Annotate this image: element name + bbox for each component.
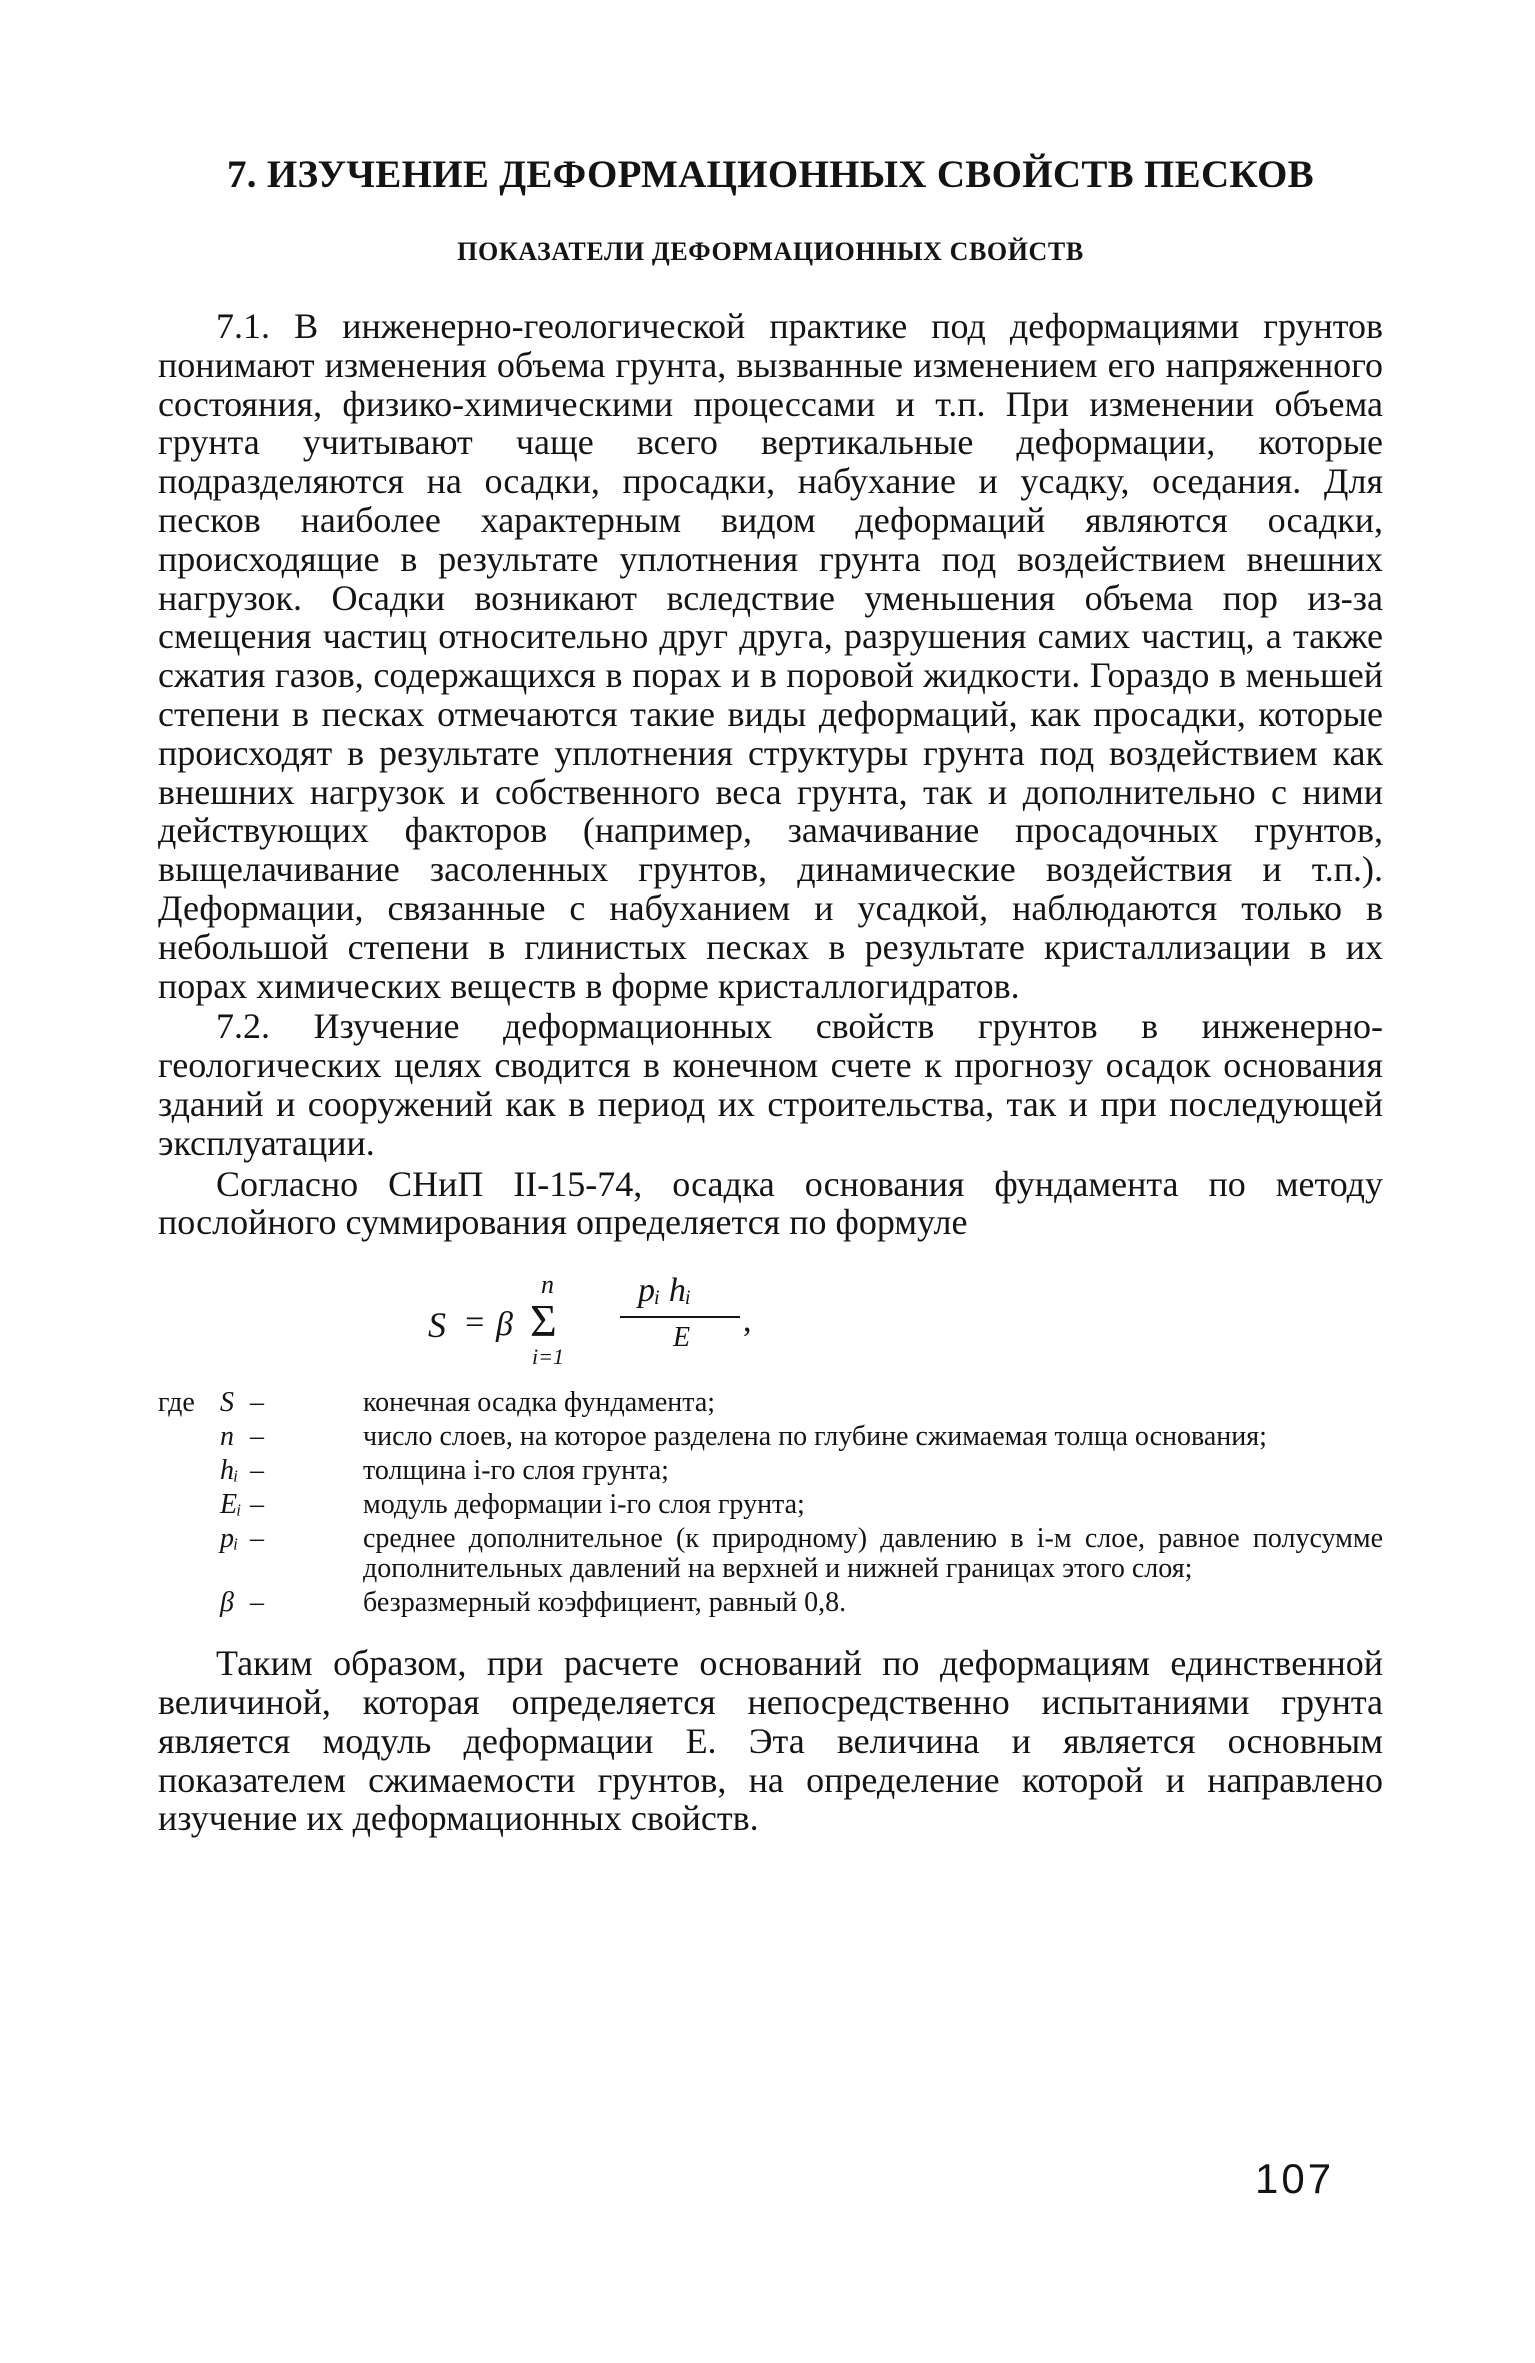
- chapter-title: 7. ИЗУЧЕНИЕ ДЕФОРМАЦИОННЫХ СВОЙСТВ ПЕСКОВ: [227, 153, 1314, 196]
- page-content: [158, 130, 1383, 1838]
- legend-item: [158, 1456, 1383, 1486]
- legend-where-word: где: [158, 1387, 195, 1419]
- legend-symbol: n: [220, 1421, 234, 1453]
- formula-upper-limit: n: [541, 1270, 554, 1300]
- formula-fraction-bar: [620, 1316, 740, 1318]
- legend-description: толщина i-го слоя грунта;: [363, 1455, 669, 1487]
- legend-description: среднее дополнительное (к природному) давлению в i-м слое, равное полусумме дополнительных давлений на верхней и нижней границах этого слоя;: [363, 1523, 1383, 1585]
- legend-item: [158, 1588, 1383, 1618]
- closing-text: [158, 1644, 1383, 1838]
- paragraph-7-2: 7.2. Изучение деформационных свойств грунтов в инженерно-геологических целях сводится в конечном счете к прогнозу осадок основания зданий и сооружений как в период их строительства, так и при последующей эксплуатации.: [158, 1006, 1383, 1163]
- paragraph-snip: Согласно СНиП II-15-74, осадка основания фундамента по методу послойного суммирования определяется по формуле: [158, 1163, 1383, 1243]
- legend-symbol: hᵢ: [220, 1455, 239, 1487]
- formula-lower-limit: i=1: [532, 1344, 564, 1370]
- closing-paragraph: Таким образом, при расчете оснований по деформациям единственной величиной, которая определяется непосредственно испытаниями грунта является модуль деформации E. Эта величина и является основным показателем сжимаемости грунтов, на определение которой и направлено изучение их деформационных свойств.: [158, 1643, 1383, 1839]
- legend-dash: –: [250, 1455, 264, 1487]
- legend-symbol: pᵢ: [220, 1523, 239, 1555]
- formula-sum-symbol: Σ: [530, 1295, 557, 1347]
- legend-description: конечная осадка фундамента;: [363, 1387, 716, 1419]
- settlement-formula: [158, 1270, 1383, 1370]
- legend-symbol: Eᵢ: [220, 1489, 242, 1521]
- legend-description: безразмерный коэффициент, равный 0,8.: [363, 1587, 847, 1619]
- formula-equals: =: [463, 1304, 486, 1342]
- formula-denominator: E: [673, 1322, 691, 1354]
- formula-lhs: S: [428, 1305, 446, 1346]
- legend-dash: –: [250, 1523, 264, 1555]
- formula-legend: [158, 1388, 1383, 1618]
- legend-symbol: β: [220, 1587, 234, 1619]
- legend-item: [158, 1524, 1383, 1584]
- legend-item: [158, 1388, 1383, 1418]
- page-number: 107: [1255, 2155, 1335, 2202]
- legend-item: [158, 1490, 1383, 1520]
- legend-dash: –: [250, 1387, 264, 1419]
- legend-dash: –: [250, 1489, 264, 1521]
- legend-description: число слоев, на которое разделена по глубине сжимаемая толща основания;: [363, 1421, 1267, 1453]
- paragraph-7-1: 7.1. В инженерно-геологической практике под деформациями грунтов понимают изменения объема грунта, вызванные изменением его напряженного состояния, физико-химическими процессами и т.п. При изменении объема грунта учитывают чаще всего вертикальные деформации, которые подразделяются на осадки, просадки, набухание и усадку, оседания. Для песков наиболее характерным видом деформаций являются осадки, происходящие в результате уплотнения грунта под воздействием внешних нагрузок. Осадки возникают вследствие уменьшения объема пор из-за смещения частиц относительно друг друга, разрушения самих частиц, а также сжатия газов, содержащихся в порах и в поровой жидкости. Гораздо в меньшей степени в песках отмечаются такие виды деформаций, как просадки, которые происходят в результате уплотнения структуры грунта под воздействием как внешних нагрузок и собственного веса грунта, так и дополнительно с ними действующих факторов (например, замачивание просадочных грунтов, выщелачивание засоленных грунтов, динамические воздействия и т.п.). Деформации, связанные с набуханием и усадкой, наблюдаются только в небольшой степени в глинистых песках в результате кристаллизации в их порах химических веществ в форме кристаллогидратов.: [158, 306, 1383, 1006]
- section-title: ПОКАЗАТЕЛИ ДЕФОРМАЦИОННЫХ СВОЙСТВ: [457, 237, 1084, 266]
- legend-description: модуль деформации i-го слоя грунта;: [363, 1489, 805, 1521]
- body-text: [158, 307, 1383, 1242]
- legend-item: [158, 1422, 1383, 1452]
- formula-numerator: pᵢ hᵢ: [638, 1272, 692, 1310]
- legend-symbol: S: [220, 1387, 234, 1419]
- formula-coefficient: β: [496, 1306, 513, 1344]
- legend-dash: –: [250, 1587, 264, 1619]
- formula-comma: ,: [743, 1302, 752, 1340]
- legend-dash: –: [250, 1421, 264, 1453]
